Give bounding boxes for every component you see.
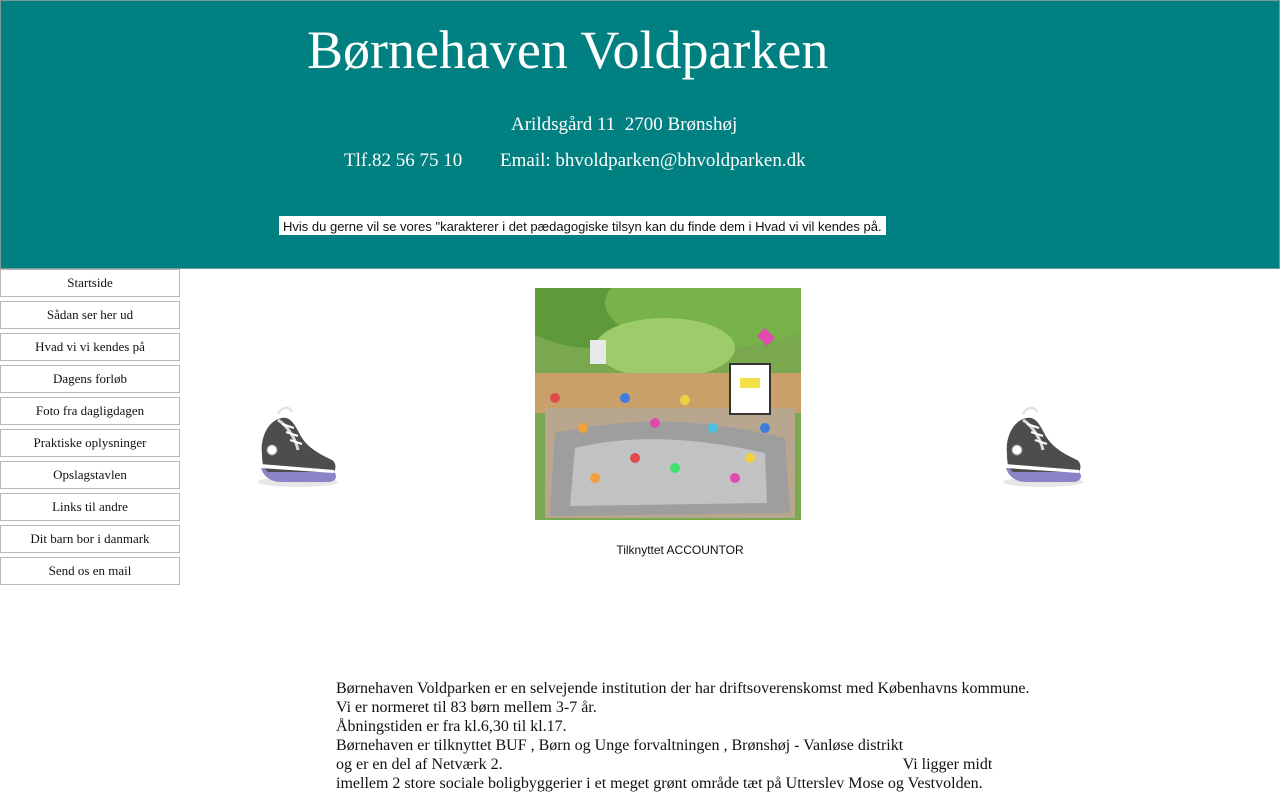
intro-line-part: Vi ligger midt xyxy=(902,756,993,773)
nav-item-dit-barn[interactable]: Dit barn bor i danmark xyxy=(0,525,180,553)
sidebar-nav xyxy=(0,269,180,589)
intro-line xyxy=(336,755,1076,774)
address: Arildsgård 11 2700 Brønshøj xyxy=(511,114,738,135)
header-banner xyxy=(0,0,1280,269)
phone-number: Tlf.82 56 75 10 xyxy=(344,150,463,171)
nav-item-startside[interactable]: Startside xyxy=(0,269,180,297)
nav-item-praktiske-oplysninger[interactable]: Praktiske oplysninger xyxy=(0,429,180,457)
sneaker-icon xyxy=(248,398,348,498)
intro-line: Vi er normeret til 83 børn mellem 3-7 år. xyxy=(336,699,597,716)
email-address: Email: bhvoldparken@bhvoldparken.dk xyxy=(500,150,806,171)
intro-line: imellem 2 store sociale boligbyggerier i et meget grønt område tæt på Utterslev Mose og Vestvolden. xyxy=(336,775,983,792)
nav-item-send-mail[interactable]: Send os en mail xyxy=(0,557,180,585)
sneaker-icon xyxy=(993,398,1093,498)
playground-painting xyxy=(535,288,801,520)
notice-banner: Hvis du gerne vil se vores "karakterer i det pædagogiske tilsyn kan du finde dem i Hvad vi vil kendes på. xyxy=(279,216,886,235)
intro-text xyxy=(336,679,1076,793)
intro-line: Åbningstiden er fra kl.6,30 til kl.17. xyxy=(336,718,567,735)
nav-item-opslagstavlen[interactable]: Opslagstavlen xyxy=(0,461,180,489)
intro-line: Børnehaven er tilknyttet BUF , Børn og Unge forvaltningen , Brønshøj - Vanløse distrikt xyxy=(336,737,904,754)
nav-item-hvad-vi-kendes-paa[interactable]: Hvad vi vi kendes på xyxy=(0,333,180,361)
site-title: Børnehaven Voldparken xyxy=(307,20,829,80)
nav-item-links[interactable]: Links til andre xyxy=(0,493,180,521)
intro-line-part: og er en del af Netværk 2. xyxy=(336,756,503,773)
image-caption: Tilknyttet ACCOUNTOR xyxy=(616,543,744,557)
nav-item-foto[interactable]: Foto fra dagligdagen xyxy=(0,397,180,425)
nav-item-dagens-forloeb[interactable]: Dagens forløb xyxy=(0,365,180,393)
intro-line: Børnehaven Voldparken er en selvejende institution der har driftsoverenskomst med Københavns kommune. xyxy=(336,680,1030,697)
nav-item-saadan-ser-her-ud[interactable]: Sådan ser her ud xyxy=(0,301,180,329)
